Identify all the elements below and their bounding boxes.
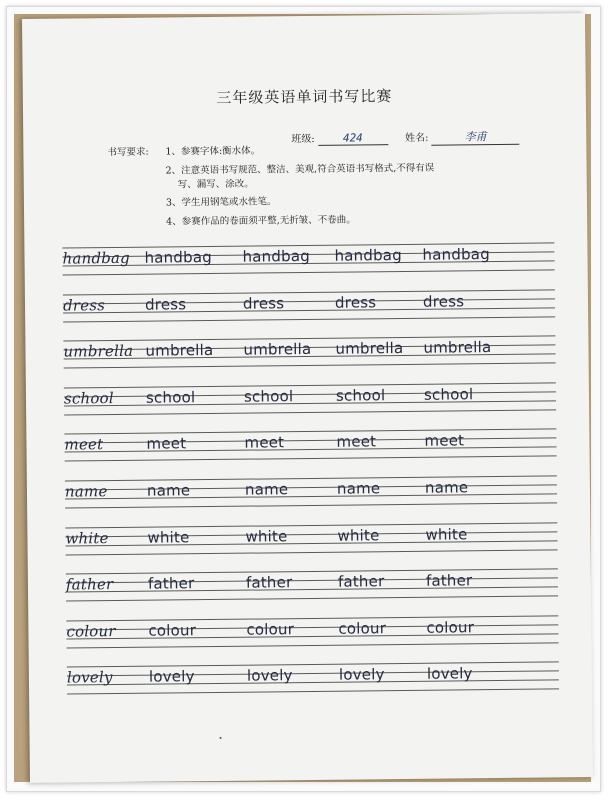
word-copy: meet [424,431,465,451]
word-copy: umbrella [243,340,312,359]
word-copy: white [425,524,468,544]
word-row [62,242,554,294]
word-copy: handbag [334,246,402,265]
writing-lines [62,242,559,713]
word-copy: handbag [242,246,310,266]
pencil-dot [220,737,222,739]
ruled-line [66,587,558,593]
word-sample: father [65,575,114,594]
word-copy: colour [148,620,197,640]
word-row [63,289,555,341]
word-copy: white [147,527,190,547]
word-copy: dress [334,292,377,312]
ruled-line [66,578,558,584]
word-copy: white [245,526,288,546]
word-copy: colour [246,619,295,639]
word-copy: handbag [422,245,490,264]
requirement-3: 3、学生用钢笔或水性笔。 [165,196,277,209]
ruled-line [67,642,559,648]
word-copy: father [245,573,293,592]
word-copy: school [335,385,386,405]
word-row [64,429,556,481]
word-copy: colour [338,618,387,638]
requirement-2: 2、注意英语书写规范、整洁、美观,符合英语书写格式,不得有误 [165,162,435,177]
word-copy: name [336,479,381,498]
ruled-line [63,298,555,304]
ruled-line [64,438,556,444]
word-copy: handbag [144,247,212,267]
ruled-line [66,596,558,602]
ruled-line [67,633,559,639]
word-copy: dress [422,291,465,311]
word-copy: meet [336,432,377,452]
word-copy: lovely [426,664,473,684]
ruled-line [67,671,559,677]
word-copy: meet [244,433,285,453]
ruled-line [67,680,559,686]
word-copy: meet [146,434,187,454]
word-copy: dress [144,294,187,314]
worksheet-title: 三年级英语单词书写比赛 [216,87,393,107]
ruled-line [67,689,559,695]
word-copy: school [423,385,474,404]
ruled-line [65,502,557,508]
word-copy: lovely [148,667,195,687]
class-label: 班级: [291,133,315,146]
word-row [65,475,557,527]
word-sample: handbag [62,248,131,268]
word-copy: school [145,387,196,407]
word-copy: father [425,571,473,590]
name-value: 李甫 [431,128,519,146]
word-copy: name [244,480,289,499]
ruled-line [64,409,556,415]
word-sample: white [65,528,109,548]
word-copy: father [337,572,385,591]
ruled-line [63,316,555,322]
requirement-1: 1、参赛字体:衡水体。 [165,145,261,158]
word-copy: dress [242,293,285,313]
requirement-4: 4、参赛作品的卷面须平整,无折皱、不卷曲。 [166,214,356,228]
word-copy: umbrella [145,341,214,360]
word-copy: umbrella [335,339,404,358]
word-copy: name [146,481,191,500]
word-sample: colour [66,621,116,641]
word-sample: dress [62,295,106,315]
ruled-line [63,269,555,275]
ruled-line [65,456,557,462]
word-copy: father [147,574,195,593]
word-copy: colour [426,618,475,637]
requirement-2-cont: 写、漏写、涂改。 [177,178,254,191]
ruled-line [65,484,557,490]
word-sample: lovely [66,668,113,687]
word-copy: umbrella [423,338,492,357]
word-copy: name [424,478,469,497]
word-row [63,336,555,388]
ruled-line [66,549,558,555]
word-row [67,662,559,714]
ruled-line [64,363,556,369]
word-copy: lovely [338,665,385,685]
ruled-line [65,531,557,537]
word-sample: umbrella [63,342,134,361]
ruled-line [65,493,557,499]
ruled-line [66,540,558,546]
name-label: 姓名: [404,132,429,144]
ruled-line [65,447,557,453]
ruled-line [64,391,556,397]
word-sample: name [64,482,108,501]
word-copy: school [243,386,294,406]
word-copy: lovely [246,666,293,685]
word-sample: meet [64,435,104,454]
ruled-line [66,624,558,630]
word-sample: school [63,388,114,408]
word-row [65,522,557,574]
class-value: 424 [318,131,388,146]
requirements-heading: 书写要求: [107,146,149,159]
word-copy: white [337,525,380,545]
worksheet-paper [22,13,593,783]
ruled-line [64,400,556,406]
word-row [64,382,556,434]
word-row [66,615,558,667]
ruled-line [63,307,555,313]
word-row [66,569,558,621]
